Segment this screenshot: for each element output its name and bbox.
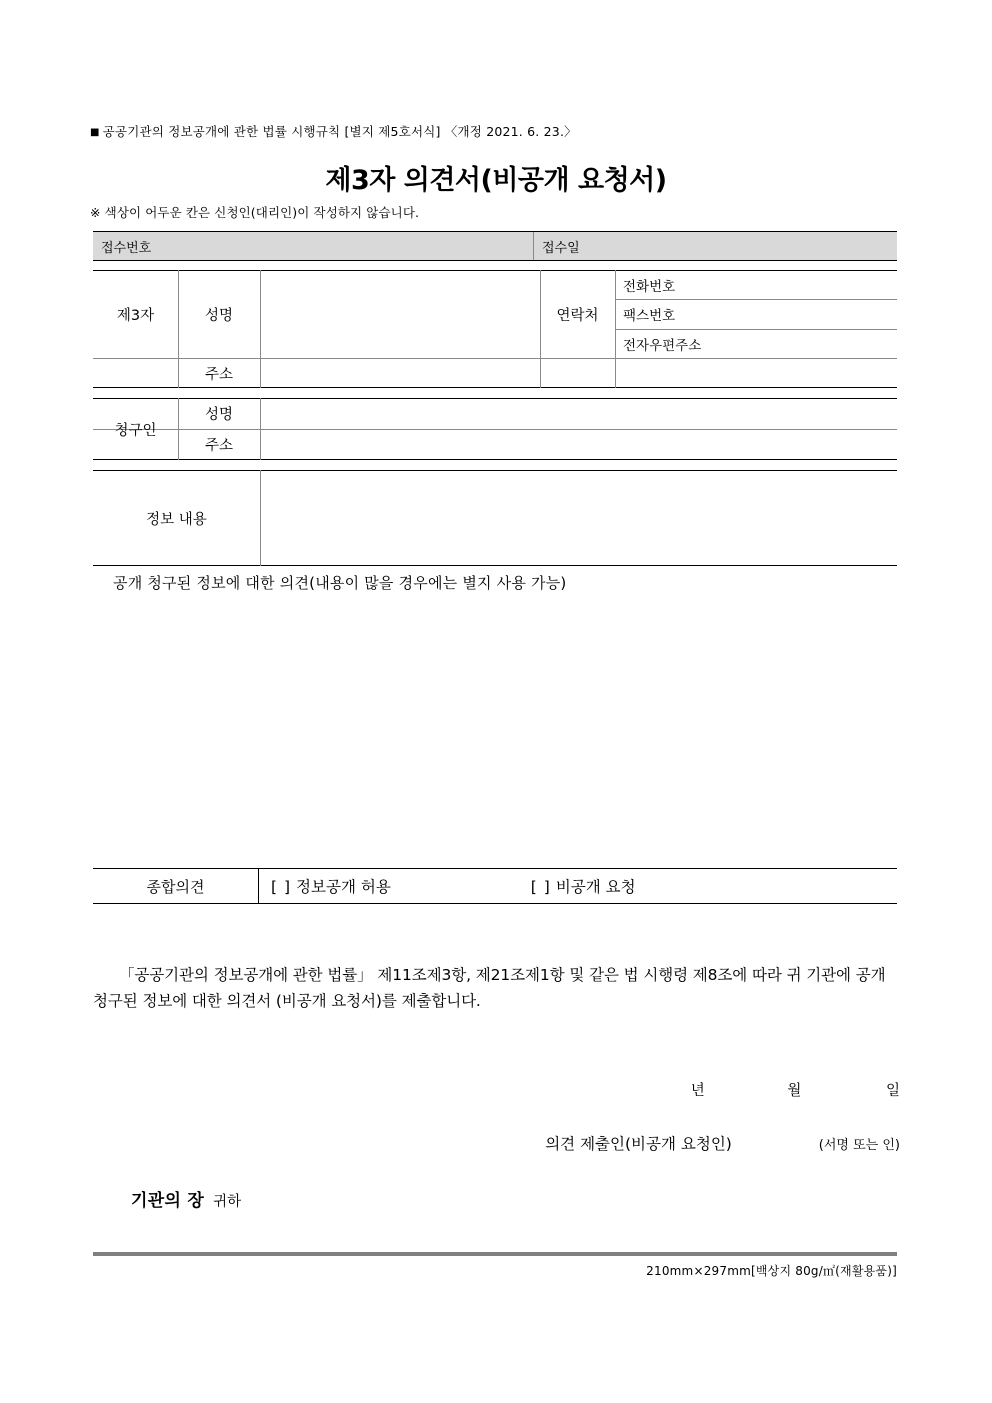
claimant-address-label bbox=[178, 429, 260, 460]
checkbox-nondisclosure[interactable]: [ ] bbox=[530, 878, 551, 896]
option-nondisclosure[interactable] bbox=[531, 875, 636, 897]
third-party-section-text: 제3자 bbox=[116, 307, 155, 324]
footer-divider bbox=[93, 1252, 897, 1256]
info-content-label-text: 정보 내용 bbox=[146, 511, 207, 528]
statement-paragraph: 「공공기관의 정보공개에 관한 법률」 제11조제3항, 제21조제1항 및 같은 법 시행령 제8조에 따라 귀 기관에 공개 청구된 정보에 대한 의견서 (비공개 요청서)를 제출합니다. bbox=[93, 966, 886, 1010]
third-party-table bbox=[93, 270, 897, 388]
third-party-address-label bbox=[178, 358, 260, 388]
checkbox-allow[interactable]: [ ] bbox=[271, 878, 292, 896]
third-party-fax-row[interactable] bbox=[615, 299, 897, 329]
email-label: 전자우편주소 bbox=[623, 337, 702, 354]
recipient-line bbox=[131, 1186, 241, 1211]
summary-opinion-label bbox=[93, 868, 258, 904]
summary-opinion-label-text: 종합의견 bbox=[146, 877, 205, 896]
info-content-label bbox=[93, 470, 260, 566]
recipient-organization: 기관의 장 bbox=[131, 1191, 205, 1211]
claimant-section-label bbox=[93, 398, 178, 460]
info-content-table bbox=[93, 470, 897, 566]
receipt-date-cell bbox=[533, 232, 897, 260]
recipient-honorific: 귀하 bbox=[213, 1194, 242, 1210]
opinion-caption: 공개 청구된 정보에 대한 의견(내용이 많을 경우에는 별지 사용 가능) bbox=[113, 574, 567, 592]
phone-label: 전화번호 bbox=[623, 278, 676, 295]
date-day-label: 일 bbox=[885, 1083, 900, 1099]
signature-note: (서명 또는 인) bbox=[818, 1138, 900, 1153]
option-nondisclosure-label: 비공개 요청 bbox=[555, 878, 636, 896]
bullet-icon: ■ bbox=[90, 127, 100, 138]
third-party-address-label-text: 주소 bbox=[204, 366, 233, 383]
third-party-contact-label bbox=[540, 270, 615, 358]
date-month-label: 월 bbox=[787, 1083, 802, 1099]
third-party-contact-label-text: 연락처 bbox=[556, 307, 599, 324]
form-reference-line bbox=[90, 122, 577, 140]
claimant-address-value[interactable] bbox=[260, 429, 897, 460]
signature-line bbox=[0, 1132, 900, 1154]
info-content-value[interactable] bbox=[260, 470, 897, 566]
claimant-table bbox=[93, 398, 897, 460]
receipt-header-band bbox=[93, 231, 897, 261]
date-year-label: 년 bbox=[690, 1083, 705, 1099]
receipt-number-cell bbox=[93, 232, 533, 260]
submitter-label: 의견 제출인(비공개 요청인) bbox=[545, 1135, 732, 1153]
claimant-name-value[interactable] bbox=[260, 398, 897, 429]
summary-opinion-options bbox=[258, 868, 897, 904]
third-party-email-row[interactable] bbox=[615, 329, 897, 358]
third-party-name-label-text: 성명 bbox=[204, 307, 233, 324]
claimant-section-text: 청구인 bbox=[114, 422, 157, 439]
opinion-body-area[interactable] bbox=[93, 596, 897, 861]
paper-spec-footer: 210mm×297mm[백상지 80g/㎡(재활용품)] bbox=[646, 1264, 897, 1278]
third-party-phone-row[interactable] bbox=[615, 270, 897, 299]
date-line bbox=[0, 1079, 900, 1100]
option-allow-label: 정보공개 허용 bbox=[296, 878, 391, 896]
option-allow-disclosure[interactable] bbox=[271, 875, 391, 897]
third-party-name-value[interactable] bbox=[260, 270, 540, 358]
page-title: 제3자 의견서(비공개 요청서) bbox=[325, 165, 667, 196]
fax-label: 팩스번호 bbox=[623, 308, 676, 324]
claimant-name-label-text: 성명 bbox=[204, 407, 233, 423]
claimant-name-label bbox=[178, 398, 260, 429]
third-party-address-value[interactable] bbox=[260, 358, 897, 388]
third-party-section-label bbox=[93, 270, 178, 358]
claimant-address-label-text: 주소 bbox=[204, 438, 233, 454]
receipt-number-label: 접수번호 bbox=[101, 240, 152, 256]
form-reference-text: 공공기관의 정보공개에 관한 법률 시행규칙 [별지 제5호서식] 〈개정 2021. 6. 23.〉 bbox=[102, 124, 577, 139]
third-party-name-label bbox=[178, 270, 260, 358]
receipt-date-label: 접수일 bbox=[542, 240, 580, 256]
form-note: ※ 색상이 어두운 칸은 신청인(대리인)이 작성하지 않습니다. bbox=[90, 205, 420, 220]
summary-opinion-row bbox=[93, 868, 897, 904]
